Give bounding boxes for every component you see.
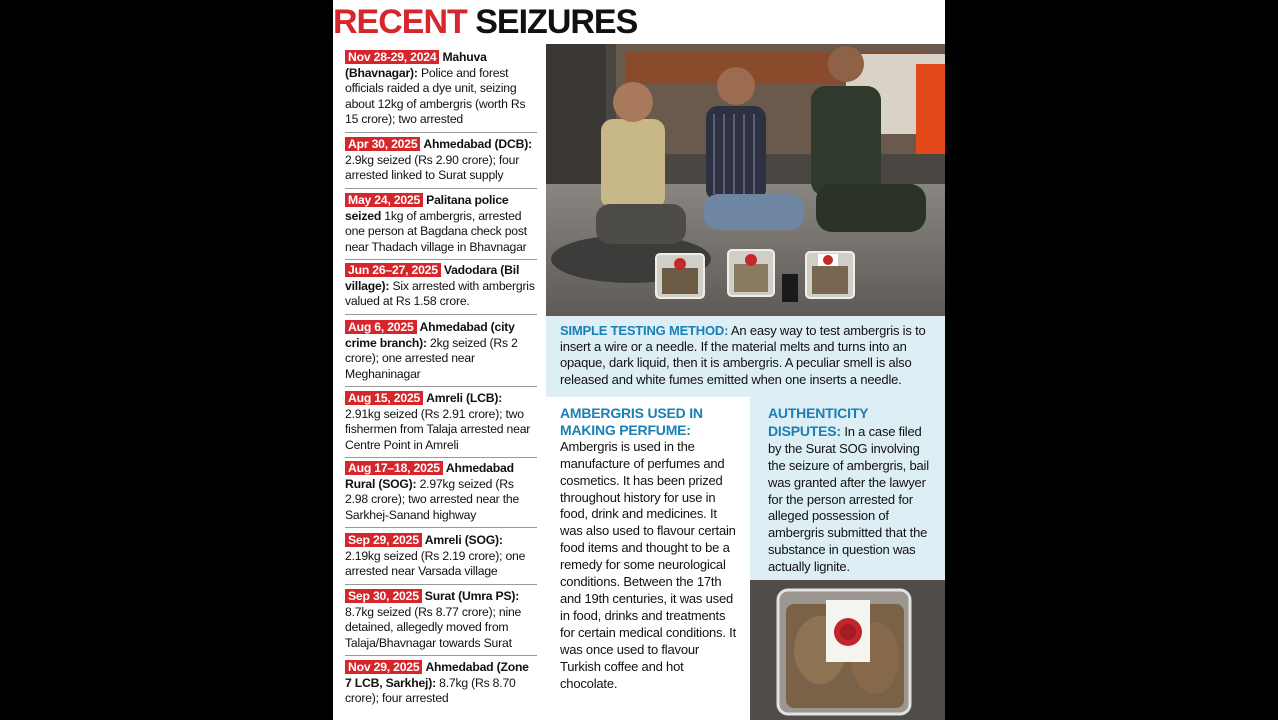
seizure-date: Aug 15, 2025	[345, 391, 423, 405]
seizure-text: Police and forest officials raided a dye unit, seizing about 12kg of ambergris (worth Rs 15 crore); two arrested	[345, 65, 526, 127]
seizure-text: 2.97kg seized (Rs 2.98 crore); two arrested near the Sarkhej-Sanand highway	[345, 476, 520, 522]
seizure-place: Mahuva (Bhavnagar):	[345, 50, 487, 80]
title-red-word: RECENT	[333, 3, 467, 41]
seizure-place: Ahmedabad (city crime branch):	[345, 320, 515, 350]
ambergris-box-photo	[750, 580, 945, 720]
seizure-date: Jun 26–27, 2025	[345, 263, 441, 277]
seizure-entry	[345, 263, 537, 315]
testing-text: An easy way to test ambergris is to insert a wire or a needle. If the material melts and turns into an opaque, dark liquid, then it is ambergris. A peculiar smell is also released and white fumes emitted when one inserts a needle.	[560, 323, 926, 387]
seizure-text: Six arrested with ambergris valued at Rs 1.58 crore.	[345, 278, 535, 309]
perfume-text: Ambergris is used in the manufacture of perfumes and cosmetics. It has been prized throughout history for use in food, drink and medicines. It was also used to flavour certain food items and thought to be a remedy for some neurological conditions. Between the 17th and 19th centuries, it was used in food, drinks and treatments for certain medical conditions. It was once used to flavour Turkish coffee and hot chocolate.	[560, 438, 737, 691]
seizure-place: Palitana police seized	[345, 193, 509, 223]
seizure-place: Amreli (LCB):	[426, 391, 503, 405]
seizure-place: Ahmedabad (DCB):	[423, 137, 532, 151]
perfume-heading: AMBERGRIS USED IN MAKING PERFUME:	[560, 405, 703, 438]
seizure-entry	[345, 320, 537, 387]
seizure-entry	[345, 461, 537, 528]
authenticity-heading: AUTHENTICITY DISPUTES:	[768, 405, 869, 439]
seizure-entry	[345, 533, 537, 585]
page-title	[333, 0, 945, 44]
seizure-text: 1kg of ambergris, arrested one person at Bagdana check post near Thadach village in Bhavnagar	[345, 208, 527, 254]
authenticity-text: In a case filed by the Surat SOG involving the seizure of ambergris, bail was granted after the lawyer for the person arrested for alleged possession of ambergris submitted that the substance in question was actually lignite.	[768, 423, 929, 575]
seizure-date: Aug 6, 2025	[345, 320, 417, 334]
seizure-text: 2.9kg seized (Rs 2.90 crore); four arrested linked to Surat supply	[345, 152, 520, 183]
seizure-date: Apr 30, 2025	[345, 137, 420, 151]
seizure-entry	[345, 391, 537, 458]
seizure-entry	[345, 660, 537, 712]
seizure-text: 2kg seized (Rs 2 crore); one arrested near Meghaninagar	[345, 335, 518, 381]
seizure-place: Surat (Umra PS):	[424, 589, 520, 603]
testing-heading: SIMPLE TESTING METHOD:	[560, 323, 729, 338]
box-illustration	[750, 580, 945, 720]
testing-method-panel	[546, 316, 945, 397]
authenticity-panel	[750, 397, 945, 580]
seizure-text: 8.7kg (Rs 8.70 crore); four arrested	[345, 675, 516, 706]
seizure-text: 2.19kg seized (Rs 2.19 crore); one arrested near Varsada village	[345, 548, 526, 579]
seizure-entry	[345, 193, 537, 260]
seizure-text: 2.91kg seized (Rs 2.91 crore); two fishermen from Talaja arrested near Centre Point in Amreli	[345, 406, 531, 452]
news-graphic	[333, 0, 945, 720]
arrested-men-photo	[546, 44, 945, 316]
seizure-entry	[345, 50, 537, 133]
perfume-panel	[546, 397, 750, 720]
seizure-date: Nov 28-29, 2024	[345, 50, 439, 64]
seizure-text: 8.7kg seized (Rs 8.77 crore); nine detained, allegedly moved from Talaja/Bhavnagar towards Surat	[345, 604, 522, 650]
photo-illustration	[546, 44, 945, 316]
seizure-place: Ahmedabad (Zone 7 LCB, Sarkhej):	[345, 660, 529, 690]
seizure-place: Ahmedabad Rural (SOG):	[345, 461, 514, 491]
seizure-date: May 24, 2025	[345, 193, 423, 207]
seizure-date: Aug 17–18, 2025	[345, 461, 443, 475]
seizure-date: Sep 30, 2025	[345, 589, 422, 603]
seizure-place: Amreli (SOG):	[424, 533, 503, 547]
seizure-date: Sep 29, 2025	[345, 533, 422, 547]
seizure-list	[333, 44, 546, 720]
seizure-date: Nov 29, 2025	[345, 660, 422, 674]
title-black-word: SEIZURES	[475, 3, 638, 41]
seizure-entry	[345, 589, 537, 656]
seizure-entry	[345, 137, 537, 189]
seizure-place: Vadodara (Bil village):	[345, 263, 520, 293]
